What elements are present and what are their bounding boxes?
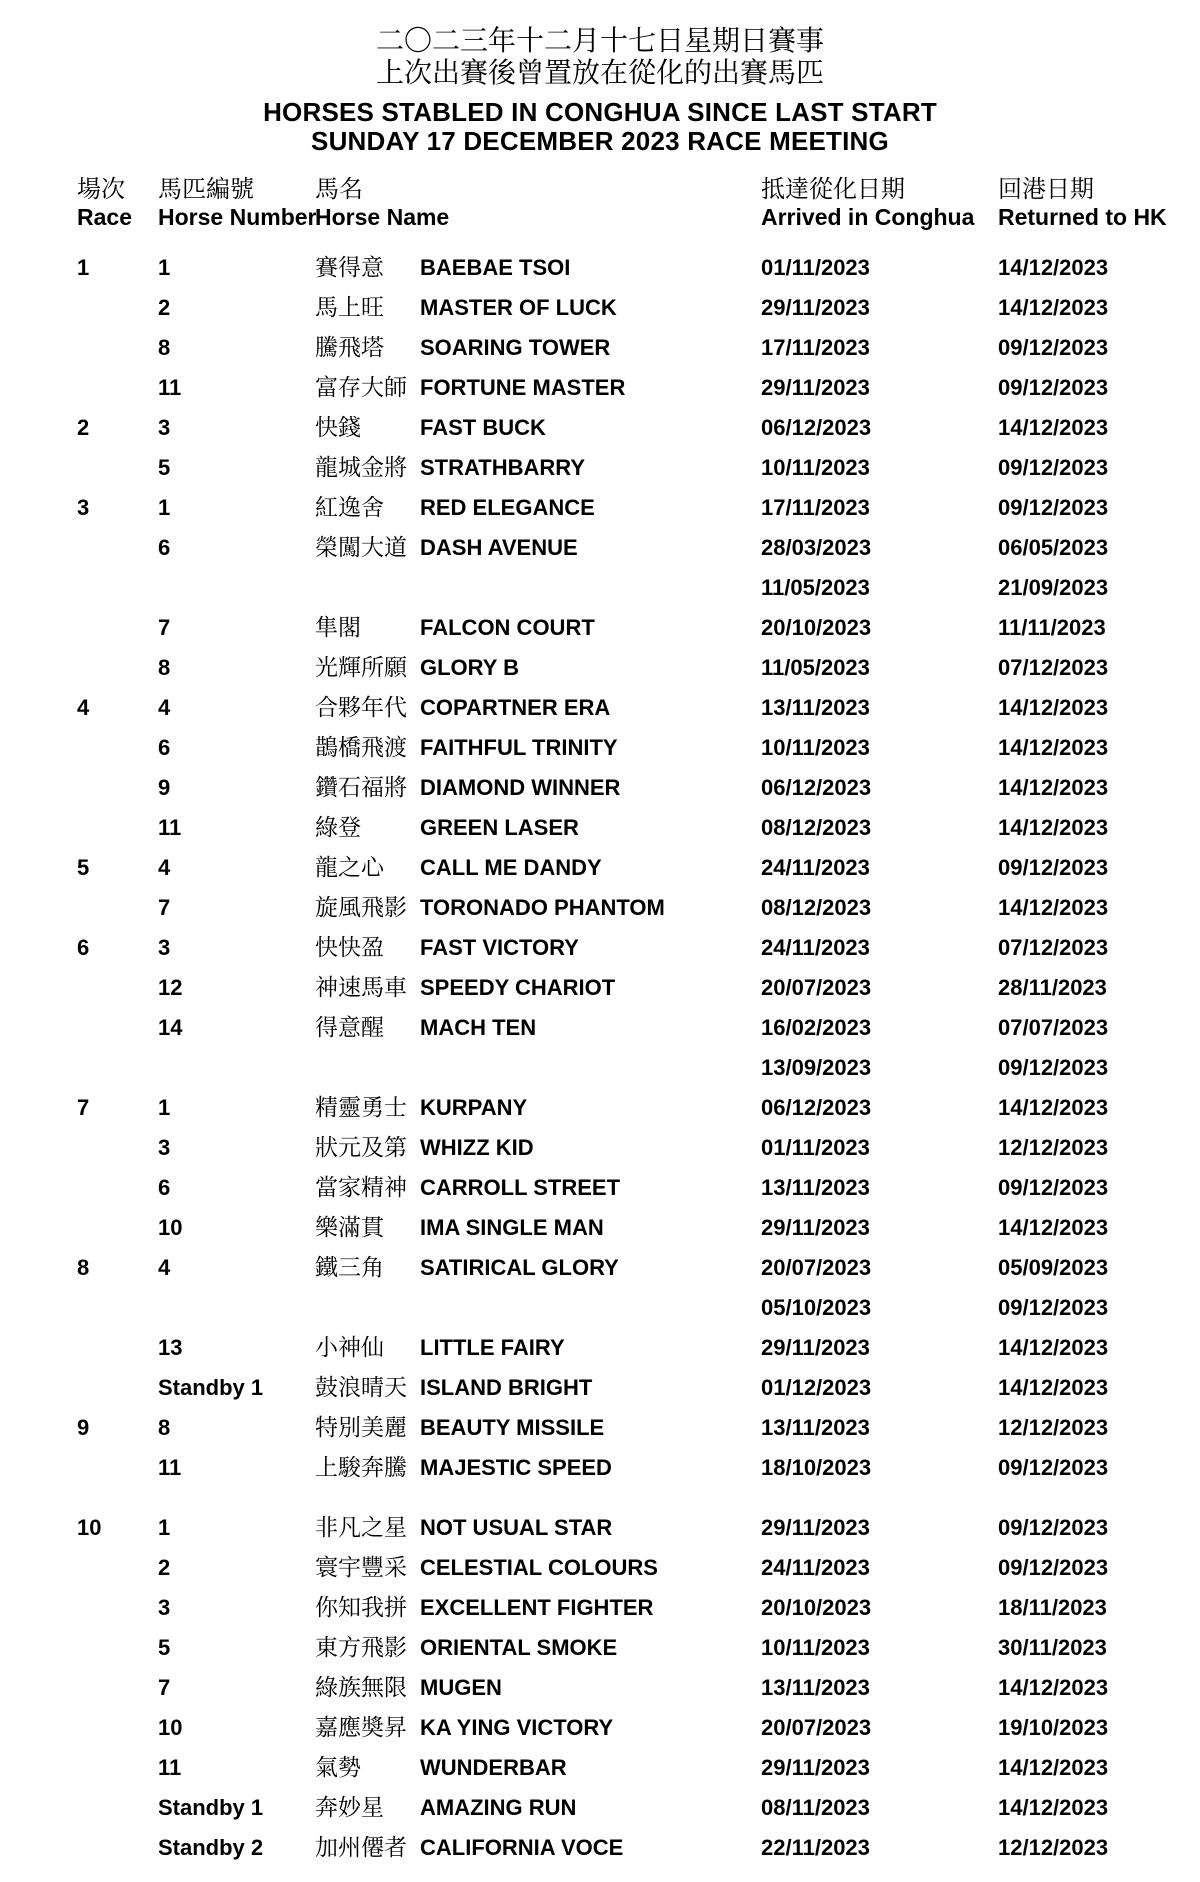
arrived-date-cell: 17/11/2023 [761, 495, 870, 520]
horse-name-chinese-cell: 賽得意 [315, 255, 384, 281]
horse-name-chinese-cell: 奔妙星 [315, 1795, 384, 1821]
returned-date-cell: 09/12/2023 [998, 1455, 1109, 1480]
arrived-date-cell: 20/07/2023 [761, 975, 872, 1000]
horse-name-english-cell: LITTLE FAIRY [420, 1335, 565, 1360]
arrived-date-cell: 20/10/2023 [761, 615, 872, 640]
returned-date-cell: 14/12/2023 [998, 735, 1109, 760]
horse-name-english-cell: DASH AVENUE [420, 535, 578, 560]
horse-number-cell: 3 [158, 1135, 171, 1160]
horse-number-cell: 7 [158, 895, 171, 920]
horse-number-cell: 1 [158, 1095, 171, 1120]
horse-name-chinese-cell: 光輝所願 [315, 655, 407, 681]
horse-name-english-cell: DIAMOND WINNER [420, 775, 621, 800]
horse-number-cell: 11 [158, 375, 182, 400]
race-cell: 5 [77, 855, 90, 880]
arrived-date-cell: 13/11/2023 [761, 1175, 870, 1200]
arrived-date-cell: 16/02/2023 [761, 1015, 872, 1040]
horse-name-chinese-cell: 上駿奔騰 [315, 1455, 407, 1481]
arrived-date-cell: 29/11/2023 [761, 295, 870, 320]
table-row [0, 1508, 1200, 1548]
horse-number-cell: 14 [158, 1015, 183, 1040]
horse-name-english-cell: CALL ME DANDY [420, 855, 602, 880]
horse-name-chinese-cell: 龍之心 [315, 855, 384, 881]
returned-date-cell: 14/12/2023 [998, 1095, 1109, 1120]
returned-date-cell: 14/12/2023 [998, 295, 1109, 320]
horse-number-cell: 6 [158, 1175, 171, 1200]
horse-number-cell: 3 [158, 935, 171, 960]
horse-name-english-cell: ISLAND BRIGHT [420, 1375, 593, 1400]
arrived-date-cell: 10/11/2023 [761, 735, 870, 760]
returned-date-cell: 14/12/2023 [998, 1675, 1109, 1700]
horse-name-english-cell: GLORY B [420, 655, 520, 680]
table-row [0, 648, 1200, 688]
column-header-horse-name-zh: 馬名 [315, 175, 363, 203]
arrived-date-cell: 13/11/2023 [761, 1675, 870, 1700]
table-row [0, 1448, 1200, 1488]
returned-date-cell: 28/11/2023 [998, 975, 1107, 1000]
returned-date-cell: 09/12/2023 [998, 1055, 1109, 1080]
table-row [0, 808, 1200, 848]
horse-name-chinese-cell: 東方飛影 [315, 1635, 407, 1661]
horse-name-english-cell: RED ELEGANCE [420, 495, 595, 520]
horse-number-cell: 13 [158, 1335, 183, 1360]
arrived-date-cell: 11/05/2023 [761, 655, 870, 680]
horse-name-chinese-cell: 神速馬車 [315, 975, 407, 1001]
column-header-race-en: Race [77, 204, 132, 230]
arrived-date-cell: 20/10/2023 [761, 1595, 872, 1620]
table-row [0, 728, 1200, 768]
table-row [0, 1128, 1200, 1168]
horse-name-english-cell: MACH TEN [420, 1015, 537, 1040]
returned-date-cell: 07/12/2023 [998, 655, 1109, 680]
horse-name-english-cell: WHIZZ KID [420, 1135, 534, 1160]
horse-name-chinese-cell: 狀元及第 [315, 1135, 407, 1161]
table-row [0, 1748, 1200, 1788]
horse-number-cell: 2 [158, 295, 171, 320]
returned-date-cell: 14/12/2023 [998, 1335, 1109, 1360]
horse-name-english-cell: CARROLL STREET [420, 1175, 621, 1200]
horse-number-cell: 7 [158, 1675, 171, 1700]
arrived-date-cell: 20/07/2023 [761, 1255, 872, 1280]
returned-date-cell: 14/12/2023 [998, 1795, 1109, 1820]
horse-name-english-cell: FAITHFUL TRINITY [420, 735, 618, 760]
returned-date-cell: 12/12/2023 [998, 1415, 1109, 1440]
horse-name-chinese-cell: 加州僊者 [315, 1835, 407, 1861]
returned-date-cell: 14/12/2023 [998, 895, 1109, 920]
returned-date-cell: 14/12/2023 [998, 415, 1109, 440]
table-row [0, 248, 1200, 288]
arrived-date-cell: 29/11/2023 [761, 1755, 870, 1780]
horse-name-chinese-cell: 快快盈 [315, 935, 384, 961]
table-row [0, 1248, 1200, 1288]
returned-date-cell: 05/09/2023 [998, 1255, 1109, 1280]
horse-number-cell: 11 [158, 815, 182, 840]
horse-number-cell: Standby 2 [158, 1835, 264, 1860]
horse-name-english-cell: MUGEN [420, 1675, 502, 1700]
title-chinese-line-2: 上次出賽後曾置放在從化的出賽馬匹 [375, 56, 824, 89]
returned-date-cell: 14/12/2023 [998, 1755, 1109, 1780]
table-row [0, 1668, 1200, 1708]
horse-name-chinese-cell: 旋風飛影 [315, 895, 407, 921]
returned-date-cell: 19/10/2023 [998, 1715, 1109, 1740]
horse-name-chinese-cell: 你知我拼 [315, 1595, 407, 1621]
returned-date-cell: 09/12/2023 [998, 855, 1109, 880]
arrived-date-cell: 24/11/2023 [761, 855, 870, 880]
column-header-returned-en: Returned to HK [998, 204, 1167, 230]
horse-name-chinese-cell: 嘉應奬昇 [315, 1715, 407, 1741]
horse-name-chinese-cell: 隼閣 [315, 615, 361, 641]
title-english-line-1: HORSES STABLED IN CONGHUA SINCE LAST START [263, 97, 937, 127]
column-header-returned-zh: 回港日期 [998, 175, 1094, 203]
arrived-date-cell: 13/09/2023 [761, 1055, 872, 1080]
horse-name-chinese-cell: 得意醒 [315, 1015, 384, 1041]
returned-date-cell: 09/12/2023 [998, 455, 1109, 480]
table-row [0, 568, 1200, 608]
horse-number-cell: 8 [158, 655, 171, 680]
arrived-date-cell: 01/11/2023 [761, 1135, 870, 1160]
returned-date-cell: 30/11/2023 [998, 1635, 1107, 1660]
race-cell: 1 [77, 255, 90, 280]
column-header-arrived-en: Arrived in Conghua [761, 204, 975, 230]
race-cell: 2 [77, 415, 90, 440]
arrived-date-cell: 01/12/2023 [761, 1375, 872, 1400]
table-row [0, 1008, 1200, 1048]
arrived-date-cell: 06/12/2023 [761, 415, 872, 440]
arrived-date-cell: 29/11/2023 [761, 375, 870, 400]
horse-name-chinese-cell: 鑽石福將 [315, 775, 407, 801]
returned-date-cell: 09/12/2023 [998, 1515, 1109, 1540]
returned-date-cell: 14/12/2023 [998, 815, 1109, 840]
horse-name-english-cell: CELESTIAL COLOURS [420, 1555, 658, 1580]
horse-number-cell: 4 [158, 855, 171, 880]
horse-number-cell: 8 [158, 335, 171, 360]
returned-date-cell: 21/09/2023 [998, 575, 1109, 600]
race-cell: 7 [77, 1095, 90, 1120]
horse-number-cell: 12 [158, 975, 183, 1000]
returned-date-cell: 14/12/2023 [998, 1215, 1109, 1240]
horse-name-chinese-cell: 富存大師 [315, 375, 407, 401]
column-header-horse-number [158, 175, 316, 231]
arrived-date-cell: 13/11/2023 [761, 1415, 870, 1440]
table-row [0, 1208, 1200, 1248]
table-row [0, 368, 1200, 408]
table-row [0, 688, 1200, 728]
horse-name-chinese-cell: 氣勢 [315, 1755, 361, 1781]
race-cell: 4 [77, 695, 90, 720]
horse-name-chinese-cell: 騰飛塔 [315, 335, 384, 361]
arrived-date-cell: 05/10/2023 [761, 1295, 872, 1320]
table-row [0, 1628, 1200, 1668]
horse-name-english-cell: BAEBAE TSOI [420, 255, 571, 280]
returned-date-cell: 12/12/2023 [998, 1135, 1109, 1160]
table-row [0, 448, 1200, 488]
title-chinese-line-1: 二〇二三年十二月十七日星期日賽事 [375, 24, 824, 57]
table-row [0, 1828, 1200, 1868]
column-header-returned [998, 175, 1167, 231]
table-row [0, 1368, 1200, 1408]
race-cell: 8 [77, 1255, 90, 1280]
horse-number-cell: 2 [158, 1555, 171, 1580]
horse-name-chinese-cell: 紅逸舍 [315, 495, 384, 521]
returned-date-cell: 09/12/2023 [998, 495, 1109, 520]
horse-name-english-cell: KURPANY [420, 1095, 528, 1120]
horse-name-chinese-cell: 合夥年代 [315, 695, 407, 721]
horse-name-chinese-cell: 當家精神 [315, 1175, 407, 1201]
horse-name-chinese-cell: 寰宇豐采 [315, 1555, 407, 1581]
horse-name-english-cell: FALCON COURT [420, 615, 595, 640]
horse-name-english-cell: SPEEDY CHARIOT [420, 975, 616, 1000]
arrived-date-cell: 24/11/2023 [761, 935, 870, 960]
returned-date-cell: 14/12/2023 [998, 255, 1109, 280]
horse-number-cell: 5 [158, 1635, 171, 1660]
returned-date-cell: 18/11/2023 [998, 1595, 1107, 1620]
horse-number-cell: 9 [158, 775, 171, 800]
table-row [0, 768, 1200, 808]
returned-date-cell: 07/07/2023 [998, 1015, 1109, 1040]
table-row [0, 888, 1200, 928]
table-row [0, 608, 1200, 648]
returned-date-cell: 07/12/2023 [998, 935, 1109, 960]
arrived-date-cell: 13/11/2023 [761, 695, 870, 720]
arrived-date-cell: 08/12/2023 [761, 815, 872, 840]
table-row [0, 1588, 1200, 1628]
arrived-date-cell: 01/11/2023 [761, 255, 870, 280]
table-row [0, 1708, 1200, 1748]
race-cell: 10 [77, 1515, 102, 1540]
column-header-horse-name [315, 175, 449, 231]
returned-date-cell: 09/12/2023 [998, 1295, 1109, 1320]
horse-name-english-cell: SOARING TOWER [420, 335, 611, 360]
column-header-horse-name-en: Horse Name [315, 204, 450, 230]
returned-date-cell: 14/12/2023 [998, 695, 1109, 720]
arrived-date-cell: 11/05/2023 [761, 575, 870, 600]
arrived-date-cell: 29/11/2023 [761, 1335, 870, 1360]
horse-name-english-cell: GREEN LASER [420, 815, 579, 840]
title-english-line-2: SUNDAY 17 DECEMBER 2023 RACE MEETING [311, 126, 889, 156]
horse-name-chinese-cell: 非凡之星 [315, 1515, 407, 1541]
horse-name-english-cell: SATIRICAL GLORY [420, 1255, 619, 1280]
column-header-arrived [761, 175, 974, 231]
table-row [0, 1408, 1200, 1448]
horse-name-chinese-cell: 精靈勇士 [315, 1095, 407, 1121]
horse-number-cell: 11 [158, 1755, 182, 1780]
returned-date-cell: 14/12/2023 [998, 775, 1109, 800]
arrived-date-cell: 10/11/2023 [761, 455, 870, 480]
horse-number-cell: Standby 1 [158, 1795, 264, 1820]
table-row [0, 1788, 1200, 1828]
table-row [0, 528, 1200, 568]
arrived-date-cell: 20/07/2023 [761, 1715, 872, 1740]
horse-name-english-cell: MASTER OF LUCK [420, 295, 617, 320]
arrived-date-cell: 18/10/2023 [761, 1455, 872, 1480]
table-row [0, 1088, 1200, 1128]
returned-date-cell: 12/12/2023 [998, 1835, 1109, 1860]
horse-number-cell: 5 [158, 455, 171, 480]
horse-name-chinese-cell: 樂滿貫 [315, 1215, 384, 1241]
horse-name-english-cell: IMA SINGLE MAN [420, 1215, 604, 1240]
horse-number-cell: 4 [158, 1255, 171, 1280]
returned-date-cell: 09/12/2023 [998, 1555, 1109, 1580]
horse-name-chinese-cell: 綠登 [315, 815, 361, 841]
horse-name-english-cell: KA YING VICTORY [420, 1715, 614, 1740]
horse-name-english-cell: COPARTNER ERA [420, 695, 611, 720]
arrived-date-cell: 29/11/2023 [761, 1515, 870, 1540]
arrived-date-cell: 29/11/2023 [761, 1215, 870, 1240]
table-row [0, 1048, 1200, 1088]
horse-number-cell: Standby 1 [158, 1375, 264, 1400]
table-row [0, 488, 1200, 528]
returned-date-cell: 06/05/2023 [998, 535, 1109, 560]
returned-date-cell: 09/12/2023 [998, 1175, 1109, 1200]
horse-name-english-cell: ORIENTAL SMOKE [420, 1635, 618, 1660]
horse-number-cell: 3 [158, 1595, 171, 1620]
horse-number-cell: 6 [158, 735, 171, 760]
horse-name-chinese-cell: 鐵三角 [315, 1255, 384, 1281]
horse-name-english-cell: EXCELLENT FIGHTER [420, 1595, 654, 1620]
arrived-date-cell: 28/03/2023 [761, 535, 872, 560]
horse-name-english-cell: AMAZING RUN [420, 1795, 577, 1820]
horse-name-english-cell: BEAUTY MISSILE [420, 1415, 605, 1440]
arrived-date-cell: 08/11/2023 [761, 1795, 870, 1820]
race-cell: 6 [77, 935, 90, 960]
arrived-date-cell: 17/11/2023 [761, 335, 870, 360]
horse-number-cell: 3 [158, 415, 171, 440]
horse-name-english-cell: FAST VICTORY [420, 935, 579, 960]
horse-name-chinese-cell: 鵲橋飛渡 [315, 735, 407, 761]
table-row [0, 928, 1200, 968]
race-cell: 9 [77, 1415, 90, 1440]
horse-number-cell: 10 [158, 1215, 183, 1240]
horse-name-chinese-cell: 快錢 [315, 415, 361, 441]
horse-number-cell: 1 [158, 255, 171, 280]
table-row [0, 408, 1200, 448]
horse-name-english-cell: CALIFORNIA VOCE [420, 1835, 624, 1860]
horse-number-cell: 8 [158, 1415, 171, 1440]
table-row [0, 1328, 1200, 1368]
horse-number-cell: 7 [158, 615, 171, 640]
table-row [0, 968, 1200, 1008]
horse-name-english-cell: WUNDERBAR [420, 1755, 567, 1780]
horse-name-chinese-cell: 特別美麗 [315, 1415, 407, 1441]
table-row [0, 328, 1200, 368]
horse-number-cell: 4 [158, 695, 171, 720]
race-cell: 3 [77, 495, 90, 520]
horse-number-cell: 1 [158, 495, 171, 520]
arrived-date-cell: 06/12/2023 [761, 775, 872, 800]
table-row [0, 288, 1200, 328]
horse-name-english-cell: NOT USUAL STAR [420, 1515, 613, 1540]
table-row [0, 1548, 1200, 1588]
table-row [0, 848, 1200, 888]
returned-date-cell: 09/12/2023 [998, 375, 1109, 400]
table-row [0, 1168, 1200, 1208]
horse-name-chinese-cell: 小神仙 [315, 1335, 384, 1361]
arrived-date-cell: 06/12/2023 [761, 1095, 872, 1120]
horse-number-cell: 1 [158, 1515, 171, 1540]
arrived-date-cell: 08/12/2023 [761, 895, 872, 920]
horse-number-cell: 10 [158, 1715, 183, 1740]
column-header-arrived-zh: 抵達從化日期 [761, 175, 905, 203]
returned-date-cell: 14/12/2023 [998, 1375, 1109, 1400]
arrived-date-cell: 22/11/2023 [761, 1835, 870, 1860]
horse-name-english-cell: FORTUNE MASTER [420, 375, 626, 400]
horse-name-english-cell: TORONADO PHANTOM [420, 895, 665, 920]
returned-date-cell: 09/12/2023 [998, 335, 1109, 360]
horse-name-chinese-cell: 馬上旺 [315, 295, 384, 321]
arrived-date-cell: 24/11/2023 [761, 1555, 870, 1580]
column-header-horse-number-zh: 馬匹編號 [158, 175, 254, 203]
table-row [0, 1288, 1200, 1328]
horse-number-cell: 11 [158, 1455, 182, 1480]
horse-name-chinese-cell: 綠族無限 [315, 1675, 407, 1701]
horse-name-english-cell: STRATHBARRY [420, 455, 585, 480]
returned-date-cell: 11/11/2023 [998, 615, 1106, 640]
column-header-race [77, 175, 132, 231]
horse-name-english-cell: FAST BUCK [420, 415, 546, 440]
horse-name-english-cell: MAJESTIC SPEED [420, 1455, 612, 1480]
horse-name-chinese-cell: 龍城金將 [315, 455, 407, 481]
column-header-horse-number-en: Horse Number [158, 204, 317, 230]
horse-number-cell: 6 [158, 535, 171, 560]
arrived-date-cell: 10/11/2023 [761, 1635, 870, 1660]
column-header-race-zh: 場次 [77, 175, 125, 203]
horse-name-chinese-cell: 榮闖大道 [315, 535, 407, 561]
horse-name-chinese-cell: 鼓浪晴天 [315, 1375, 407, 1401]
